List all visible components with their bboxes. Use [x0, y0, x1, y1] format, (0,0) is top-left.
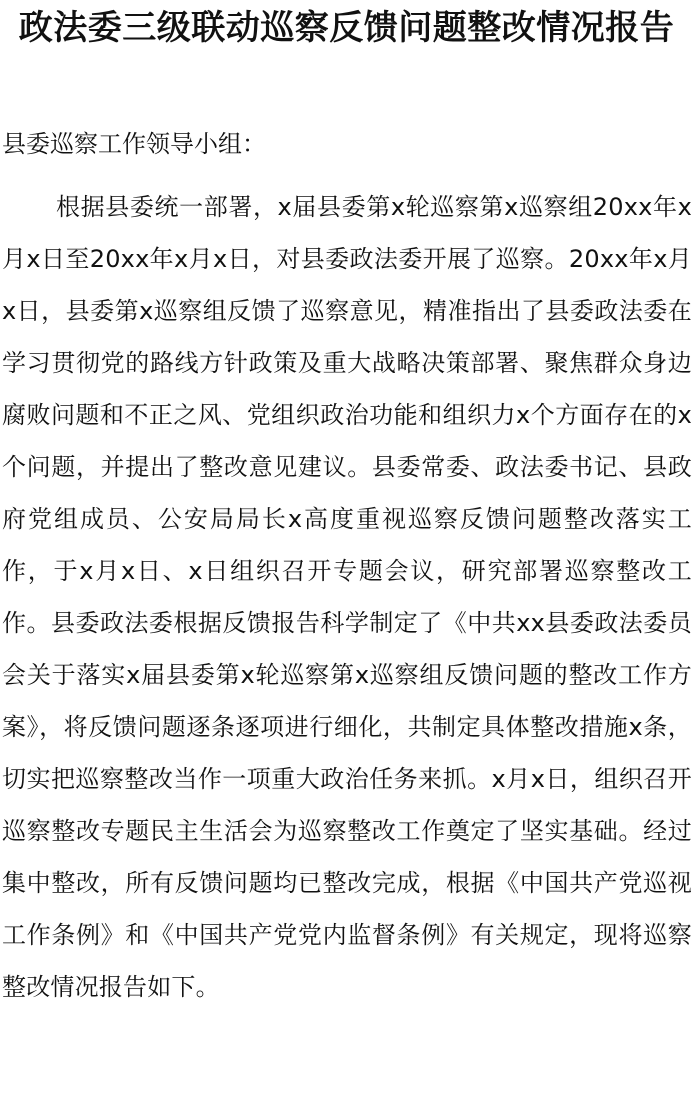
document-title: 政法委三级联动巡察反馈问题整改情况报告	[18, 8, 675, 48]
body-paragraph: 根据县委统一部署，x届县委第x轮巡察第x巡察组20xx年x月x日至20xx年x月x日，对县委政法委开展了巡察。20xx年x月x日，县委第x巡察组反馈了巡察意见，精准指出了县委政法委在学习贯彻党的路线方针政策及重大战略决策部署、聚焦群众身边腐败问题和不正之风、党组织政治功能和组织力x个方面存在的x个问题，并提出了整改意见建议。县委常委、政法委书记、县政府党组成员、公安局局长x高度重视巡察反馈问题整改落实工作，于x月x日、x日组织召开专题会议，研究部署巡察整改工作。县委政法委根据反馈报告科学制定了《中共xx县委政法委员会关于落实x届县委第x轮巡察第x巡察组反馈问题的整改工作方案》，将反馈问题逐条逐项进行细化，共制定具体整改措施x条，切实把巡察整改当作一项重大政治任务来抓。x月x日，组织召开巡察整改专题民主生活会为巡察整改工作奠定了坚实基础。经过集中整改，所有反馈问题均已整改完成，根据《中国共产党巡视工作条例》和《中国共产党党内监督条例》有关规定，现将巡察整改情况报告如下。	[2, 193, 692, 1001]
salutation: 县委巡察工作领导小组：	[2, 130, 266, 158]
